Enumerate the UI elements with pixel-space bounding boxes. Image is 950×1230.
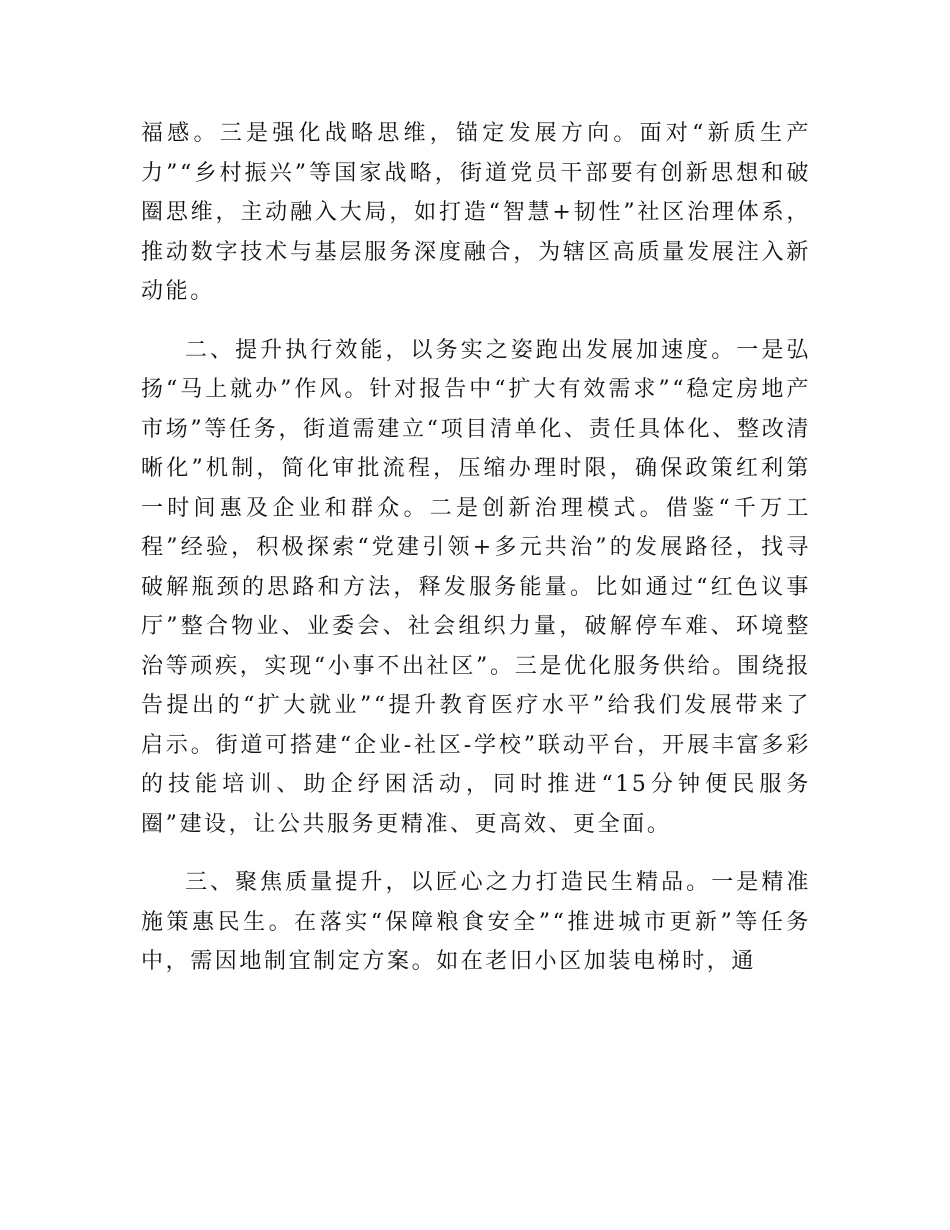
paragraph-section-three: 三、聚焦质量提升，以匠心之力打造民生精品。一是精准施策惠民生。在落实“保障粮食安全”“推进城市更新”等任务中，需因地制宜制定方案。如在老旧小区加装电梯时，通 (141, 870, 811, 974)
document-body (141, 114, 811, 1001)
paragraph-continuation: 福感。三是强化战略思维，锚定发展方向。面对“新质生产力”“乡村振兴”等国家战略，街道党员干部要有创新思想和破圈思维，主动融入大局，如打造“智慧+韧性”社区治理体系，推动数字技术与基层服务深度融合，为辖区高质量发展注入新动能。 (141, 121, 811, 304)
paragraph-section-two: 二、提升执行效能，以务实之姿跑出发展加速度。一是弘扬“马上就办”作风。针对报告中“扩大有效需求”“稳定房地产市场”等任务，街道需建立“项目清单化、责任具体化、整改清晰化”机制，简化审批流程，压缩办理时限，确保政策红利第一时间惠及企业和群众。二是创新治理模式。借鉴“千万工程”经验，积极探索“党建引领+多元共治”的发展路径，找寻破解瓶颈的思路和方法，释发服务能量。比如通过“红色议事厅”整合物业、业委会、社会组织力量，破解停车难、环境整治等顽疾，实现“小事不出社区”。三是优化服务供给。围绕报告提出的“扩大就业”“提升教育医疗水平”给我们发展带来了启示。街道可搭建“企业-社区-学校”联动平台，开展丰富多彩的技能培训、助企纾困活动，同时推进“15分钟便民服务圈”建设，让公共服务更精准、更高效、更全面。 (141, 337, 811, 837)
